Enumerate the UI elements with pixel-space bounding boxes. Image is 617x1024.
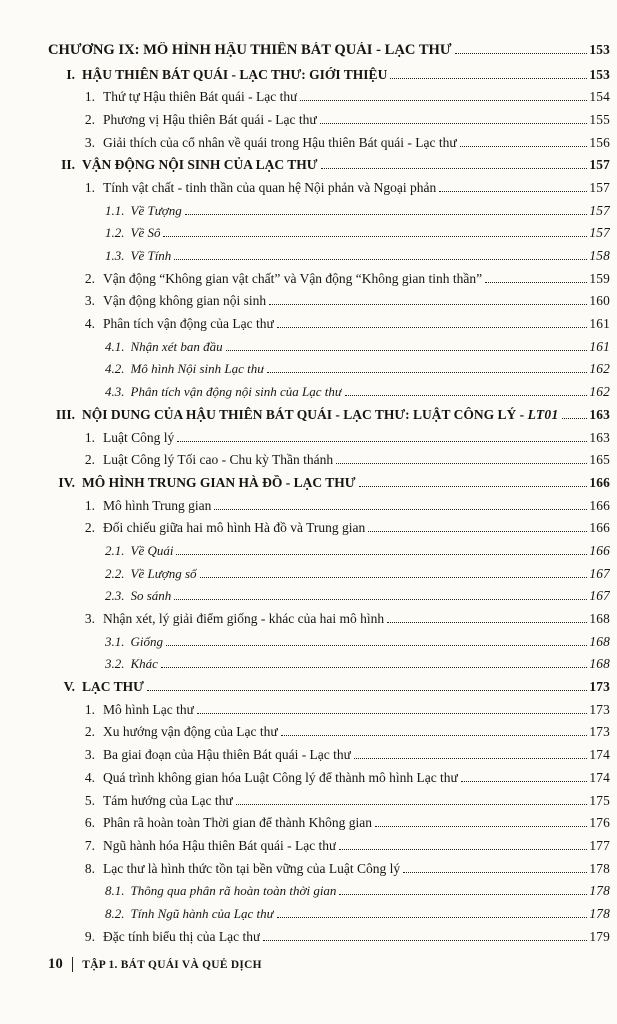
entry-page-number: 173: [589, 701, 610, 717]
entry-label: CHƯƠNG IX: MÔ HÌNH HẬU THIÊN BÁT QUÁI - LẠC THƯ: [48, 42, 452, 58]
dot-leader: [267, 372, 587, 373]
toc-entry: [105, 906, 610, 929]
entry-label: LẠC THƯ: [82, 679, 144, 695]
entry-label: Mô hình Lạc thư: [103, 701, 194, 717]
entry-number: 3.1.: [105, 633, 125, 649]
dot-leader: [387, 622, 587, 623]
toc-entry: [48, 157, 610, 180]
entry-number: 4.: [84, 769, 95, 785]
entry-number: 2.3.: [105, 588, 125, 604]
toc-entry: [105, 339, 610, 362]
entry-number: 1.: [84, 429, 95, 445]
entry-page-number: 174: [589, 769, 610, 785]
dot-leader: [354, 758, 587, 759]
toc-entry: [48, 702, 610, 725]
dot-leader: [368, 531, 587, 532]
entry-number: 1.3.: [105, 248, 125, 263]
entry-page-number: 153: [589, 66, 610, 82]
entry-number: II.: [61, 157, 75, 173]
entry-number: 1.: [84, 179, 95, 195]
entry-page-number: 178: [589, 905, 610, 921]
entry-page-number: 163: [589, 406, 610, 422]
entry-number: 2.: [84, 270, 95, 286]
toc-entry: [48, 89, 610, 112]
entry-page-number: 174: [589, 747, 610, 763]
toc-entry: [48, 452, 610, 475]
entry-label: So sánh: [130, 588, 172, 604]
dot-leader: [176, 554, 587, 555]
dot-leader: [269, 304, 587, 305]
toc-entry: [105, 543, 610, 566]
entry-page-number: 165: [589, 452, 610, 468]
entry-number: 2.: [84, 520, 95, 536]
toc-entry: [48, 407, 610, 430]
entry-page-number: 162: [589, 361, 610, 377]
dot-leader: [562, 418, 588, 419]
entry-number: 9.: [84, 928, 95, 944]
dot-leader: [321, 168, 588, 169]
entry-page-number: 153: [589, 42, 610, 57]
footer-book-title: TẬP 1. BÁT QUÁI VÀ QUẺ DỊCH: [82, 958, 262, 971]
dot-leader: [177, 441, 587, 442]
entry-page-number: 178: [589, 860, 610, 876]
entry-label: Phân rã hoàn toàn Thời gian để thành Không gian: [103, 815, 372, 831]
entry-page-number: 166: [589, 497, 610, 513]
dot-leader: [161, 667, 587, 668]
toc-entry: [105, 566, 610, 589]
entry-page-number: 166: [589, 520, 610, 536]
entry-page-number: 161: [589, 316, 610, 332]
entry-label: MÔ HÌNH TRUNG GIAN HÀ ĐỒ - LẠC THƯ: [82, 474, 356, 490]
entry-label: VẬN ĐỘNG NỘI SINH CỦA LẠC THƯ: [82, 157, 318, 173]
entry-number: IV.: [58, 474, 75, 490]
entry-label-emphasis: LT01: [527, 406, 559, 422]
toc-entry: [48, 838, 610, 861]
page-footer: [48, 956, 262, 973]
entry-number: 1.2.: [105, 225, 125, 241]
entry-number: 8.1.: [105, 883, 125, 899]
entry-label: Giải thích của cổ nhân về quái trong Hậu thiên Bát quái - Lạc thư: [103, 134, 457, 150]
entry-number: 2.1.: [105, 542, 125, 558]
entry-label: Luật Công lý Tối cao - Chu kỳ Thần thánh: [103, 452, 334, 468]
dot-leader: [460, 146, 588, 147]
entry-label: Về Tính: [130, 248, 172, 263]
entry-label: Ba giai đoạn của Hậu thiên Bát quái - Lạc thư: [103, 747, 351, 763]
dot-leader: [455, 53, 588, 54]
entry-number: 2.: [84, 111, 95, 127]
entry-number: 2.2.: [105, 565, 125, 581]
dot-leader: [236, 804, 588, 805]
entry-number: 6.: [84, 815, 95, 831]
toc-entry: [48, 271, 610, 294]
entry-number: 7.: [84, 837, 95, 853]
entry-number: 1.: [84, 497, 95, 513]
entry-label: Về Số: [130, 225, 161, 241]
entry-number: 4.2.: [105, 361, 125, 377]
entry-number: 1.: [84, 701, 95, 717]
entry-label: Lạc thư là hình thức tồn tại bền vững của Luật Công lý: [103, 860, 401, 876]
dot-leader: [403, 872, 587, 873]
entry-number: 4.3.: [105, 384, 125, 400]
entry-label: Thông qua phân rã hoàn toàn thời gian: [130, 883, 337, 899]
toc-entry: [48, 861, 610, 884]
toc-entry: [48, 112, 610, 135]
entry-label: Về Tượng: [130, 202, 182, 218]
entry-label: Tính Ngũ hành của Lạc thư: [130, 905, 274, 921]
entry-label: Mô hình Nội sinh Lạc thư: [130, 361, 265, 377]
dot-leader: [174, 259, 587, 260]
dot-leader: [320, 123, 588, 124]
entry-label: Nhận xét, lý giải điểm giống - khác của hai mô hình: [103, 611, 385, 626]
entry-page-number: 157: [589, 202, 610, 218]
dot-leader: [200, 577, 588, 578]
entry-page-number: 162: [589, 384, 610, 400]
dot-leader: [375, 826, 587, 827]
entry-label: Xu hướng vận động của Lạc thư: [103, 724, 278, 740]
entry-page-number: 179: [589, 928, 610, 944]
toc-entry: [48, 498, 610, 521]
toc-entry: [105, 361, 610, 384]
dot-leader: [485, 282, 587, 283]
entry-page-number: 168: [589, 633, 610, 649]
entry-page-number: 155: [589, 111, 610, 127]
toc-entry: [105, 656, 610, 679]
entry-number: I.: [66, 66, 75, 82]
entry-number: 3.: [84, 293, 95, 309]
entry-page-number: 161: [589, 338, 610, 354]
entry-label: Ngũ hành hóa Hậu thiên Bát quái - Lạc thư: [103, 837, 337, 853]
toc-entry: [105, 883, 610, 906]
toc-entry: [48, 679, 610, 702]
toc-entry: [48, 42, 610, 67]
toc-entry: [105, 384, 610, 407]
toc-entry: [48, 180, 610, 203]
entry-label: Thứ tự Hậu thiên Bát quái - Lạc thư: [103, 89, 298, 105]
toc-entry: [48, 793, 610, 816]
entry-label: Về Lượng số: [130, 565, 197, 581]
entry-label: Vận động “Không gian vật chất” và Vận động “Không gian tinh thần”: [103, 270, 483, 286]
toc-entry: [105, 248, 610, 271]
toc-entry: [48, 135, 610, 158]
toc-entry: [105, 634, 610, 657]
entry-label: Đặc tính biểu thị của Lạc thư: [103, 928, 261, 944]
dot-leader: [345, 395, 587, 396]
toc-entry: [105, 203, 610, 226]
toc-entry: [48, 293, 610, 316]
entry-number: V.: [63, 679, 75, 695]
dot-leader: [174, 599, 587, 600]
toc-entry: [48, 475, 610, 498]
toc-entry: [48, 430, 610, 453]
entry-label: Phương vị Hậu thiên Bát quái - Lạc thư: [103, 111, 317, 127]
entry-page-number: 173: [589, 724, 610, 740]
entry-page-number: 157: [589, 179, 610, 195]
dot-leader: [197, 713, 587, 714]
entry-label: NỘI DUNG CỦA HẬU THIÊN BÁT QUÁI - LẠC THƯ: LUẬT CÔNG LÝ - LT01: [82, 406, 559, 422]
toc-entry: [48, 520, 610, 543]
entry-label: Vận động không gian nội sinh: [103, 293, 267, 309]
entry-page-number: 154: [589, 89, 610, 105]
entry-label: Tám hướng của Lạc thư: [103, 792, 233, 808]
entry-number: 8.2.: [105, 905, 125, 921]
dot-leader: [339, 849, 587, 850]
entry-label: Phân tích vận động của Lạc thư: [103, 316, 274, 332]
toc-entry: [48, 747, 610, 770]
entry-page-number: 159: [589, 270, 610, 286]
entry-label: Đối chiếu giữa hai mô hình Hà đồ và Trung gian: [103, 520, 366, 536]
toc-entry: [48, 67, 610, 90]
folio-page-number: 10: [48, 956, 63, 972]
entry-page-number: 166: [589, 474, 610, 490]
entry-number: 4.1.: [105, 338, 125, 354]
dot-leader: [281, 735, 588, 736]
entry-page-number: 160: [589, 293, 610, 309]
entry-number: 2.: [84, 724, 95, 740]
dot-leader: [277, 327, 588, 328]
toc-entry: [105, 225, 610, 248]
entry-label: HẬU THIÊN BÁT QUÁI - LẠC THƯ: GIỚI THIỆU: [82, 66, 388, 82]
entry-page-number: 157: [589, 157, 610, 173]
dot-leader: [359, 486, 588, 487]
entry-page-number: 167: [589, 565, 610, 581]
entry-label: Khác: [130, 656, 158, 672]
toc-entry: [48, 611, 610, 634]
entry-number: 1.: [84, 89, 95, 105]
entry-number: 4.: [84, 316, 95, 332]
entry-number: 3.: [84, 611, 95, 626]
dot-leader: [300, 100, 587, 101]
entry-number: 3.: [84, 134, 95, 150]
dot-leader: [336, 463, 587, 464]
entry-page-number: 176: [589, 815, 610, 831]
entry-page-number: 168: [589, 611, 610, 626]
entry-page-number: 156: [589, 134, 610, 150]
toc-entry: [48, 815, 610, 838]
entry-label: Về Quái: [130, 542, 174, 558]
entry-label: Luật Công lý: [103, 429, 175, 445]
entry-number: 1.1.: [105, 202, 125, 218]
entry-label: Nhận xét ban đầu: [130, 338, 223, 354]
entry-number: 3.2.: [105, 656, 125, 672]
entry-page-number: 163: [589, 429, 610, 445]
toc-entry: [105, 588, 610, 611]
entry-label: Mô hình Trung gian: [103, 497, 212, 513]
entry-page-number: 175: [589, 792, 610, 808]
dot-leader: [185, 214, 588, 215]
dot-leader: [339, 894, 587, 895]
dot-leader: [277, 917, 588, 918]
dot-leader: [439, 191, 587, 192]
toc-entry: [48, 724, 610, 747]
dot-leader: [461, 781, 587, 782]
table-of-contents: [48, 42, 610, 951]
entry-label: Phân tích vận động nội sinh của Lạc thư: [130, 384, 342, 400]
entry-page-number: 166: [589, 542, 610, 558]
dot-leader: [226, 350, 588, 351]
dot-leader: [163, 236, 587, 237]
entry-page-number: 158: [589, 248, 610, 263]
entry-page-number: 167: [589, 588, 610, 604]
entry-page-number: 168: [589, 656, 610, 672]
entry-page-number: 173: [589, 679, 610, 695]
dot-leader: [390, 78, 587, 79]
dot-leader: [263, 940, 587, 941]
entry-page-number: 157: [589, 225, 610, 241]
dot-leader: [214, 509, 587, 510]
entry-label: Quá trình không gian hóa Luật Công lý để thành mô hình Lạc thư: [103, 769, 458, 785]
entry-number: 3.: [84, 747, 95, 763]
entry-label: Giống: [130, 633, 163, 649]
entry-number: 5.: [84, 792, 95, 808]
entry-page-number: 178: [589, 883, 610, 899]
dot-leader: [147, 690, 587, 691]
entry-page-number: 177: [589, 837, 610, 853]
footer-divider: [72, 957, 73, 972]
toc-entry: [48, 929, 610, 952]
entry-number: 8.: [84, 860, 95, 876]
entry-label: Tính vật chất - tinh thần của quan hệ Nội phản và Ngoại phản: [103, 179, 437, 195]
entry-number: 2.: [84, 452, 95, 468]
toc-entry: [48, 316, 610, 339]
toc-entry: [48, 770, 610, 793]
dot-leader: [166, 645, 587, 646]
entry-number: III.: [55, 406, 75, 422]
